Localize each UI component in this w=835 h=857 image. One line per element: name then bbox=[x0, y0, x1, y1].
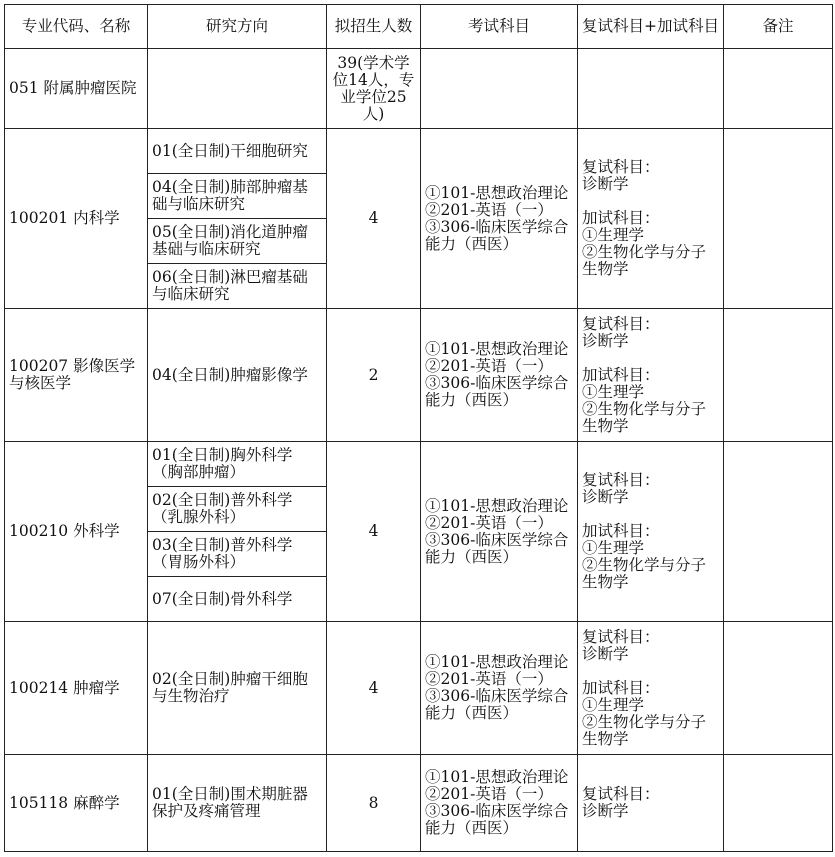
header-direction: 研究方向 bbox=[148, 5, 327, 49]
direction-cell bbox=[148, 49, 327, 129]
table-row bbox=[5, 755, 833, 852]
exams-cell: ①101-思想政治理论 ②201-英语（一） ③306-临床医学综合能力（西医） bbox=[421, 622, 578, 755]
table-row bbox=[5, 622, 833, 755]
quota-cell: 39(学术学位14人，专业学位25人) bbox=[327, 49, 421, 129]
quota-cell: 2 bbox=[327, 309, 421, 442]
direction-cell: 04(全日制)肺部肿瘤基础与临床研究 bbox=[148, 174, 327, 219]
header-quota: 拟招生人数 bbox=[327, 5, 421, 49]
quota-cell: 8 bbox=[327, 755, 421, 852]
direction-cell: 02(全日制)普外科学（乳腺外科） bbox=[148, 487, 327, 532]
exams-cell: ①101-思想政治理论 ②201-英语（一） ③306-临床医学综合能力（西医） bbox=[421, 309, 578, 442]
retest-cell: 复试科目： 诊断学 加试科目： ①生理学 ②生物化学与分子生物学 bbox=[578, 129, 724, 309]
major-cell: 051 附属肿瘤医院 bbox=[5, 49, 148, 129]
quota-cell: 4 bbox=[327, 442, 421, 622]
retest-cell: 复试科目： 诊断学 加试科目： ①生理学 ②生物化学与分子生物学 bbox=[578, 309, 724, 442]
major-cell: 105118 麻醉学 bbox=[5, 755, 148, 852]
retest-cell: 复试科目： 诊断学 加试科目： ①生理学 ②生物化学与分子生物学 bbox=[578, 442, 724, 622]
table-header-row bbox=[5, 5, 833, 49]
major-cell: 100214 肿瘤学 bbox=[5, 622, 148, 755]
header-major: 专业代码、名称 bbox=[5, 5, 148, 49]
direction-cell: 01(全日制)干细胞研究 bbox=[148, 129, 327, 174]
major-cell: 100201 内科学 bbox=[5, 129, 148, 309]
direction-cell: 02(全日制)肿瘤干细胞与生物治疗 bbox=[148, 622, 327, 755]
direction-cell: 07(全日制)骨外科学 bbox=[148, 577, 327, 622]
header-retest: 复试科目+加试科目 bbox=[578, 5, 724, 49]
note-cell bbox=[724, 622, 833, 755]
retest-cell: 复试科目： 诊断学 bbox=[578, 755, 724, 852]
quota-cell: 4 bbox=[327, 129, 421, 309]
direction-cell: 05(全日制)消化道肿瘤基础与临床研究 bbox=[148, 219, 327, 264]
direction-cell: 06(全日制)淋巴瘤基础与临床研究 bbox=[148, 264, 327, 309]
note-cell bbox=[724, 49, 833, 129]
retest-cell: 复试科目： 诊断学 加试科目： ①生理学 ②生物化学与分子生物学 bbox=[578, 622, 724, 755]
note-cell bbox=[724, 755, 833, 852]
retest-cell bbox=[578, 49, 724, 129]
header-note: 备注 bbox=[724, 5, 833, 49]
major-cell: 100210 外科学 bbox=[5, 442, 148, 622]
note-cell bbox=[724, 129, 833, 309]
direction-cell: 01(全日制)胸外科学（胸部肿瘤） bbox=[148, 442, 327, 487]
table-row bbox=[5, 442, 833, 487]
direction-cell: 01(全日制)围术期脏器保护及疼痛管理 bbox=[148, 755, 327, 852]
table-row bbox=[5, 49, 833, 129]
quota-cell: 4 bbox=[327, 622, 421, 755]
header-exams: 考试科目 bbox=[421, 5, 578, 49]
exams-cell bbox=[421, 49, 578, 129]
exams-cell: ①101-思想政治理论 ②201-英语（一） ③306-临床医学综合能力（西医） bbox=[421, 442, 578, 622]
direction-cell: 04(全日制)肿瘤影像学 bbox=[148, 309, 327, 442]
note-cell bbox=[724, 442, 833, 622]
exams-cell: ①101-思想政治理论 ②201-英语（一） ③306-临床医学综合能力（西医） bbox=[421, 755, 578, 852]
table-row bbox=[5, 309, 833, 442]
exams-cell: ①101-思想政治理论 ②201-英语（一） ③306-临床医学综合能力（西医） bbox=[421, 129, 578, 309]
major-cell: 100207 影像医学与核医学 bbox=[5, 309, 148, 442]
table-row bbox=[5, 129, 833, 174]
direction-cell: 03(全日制)普外科学（胃肠外科） bbox=[148, 532, 327, 577]
note-cell bbox=[724, 309, 833, 442]
admission-table bbox=[4, 4, 833, 852]
